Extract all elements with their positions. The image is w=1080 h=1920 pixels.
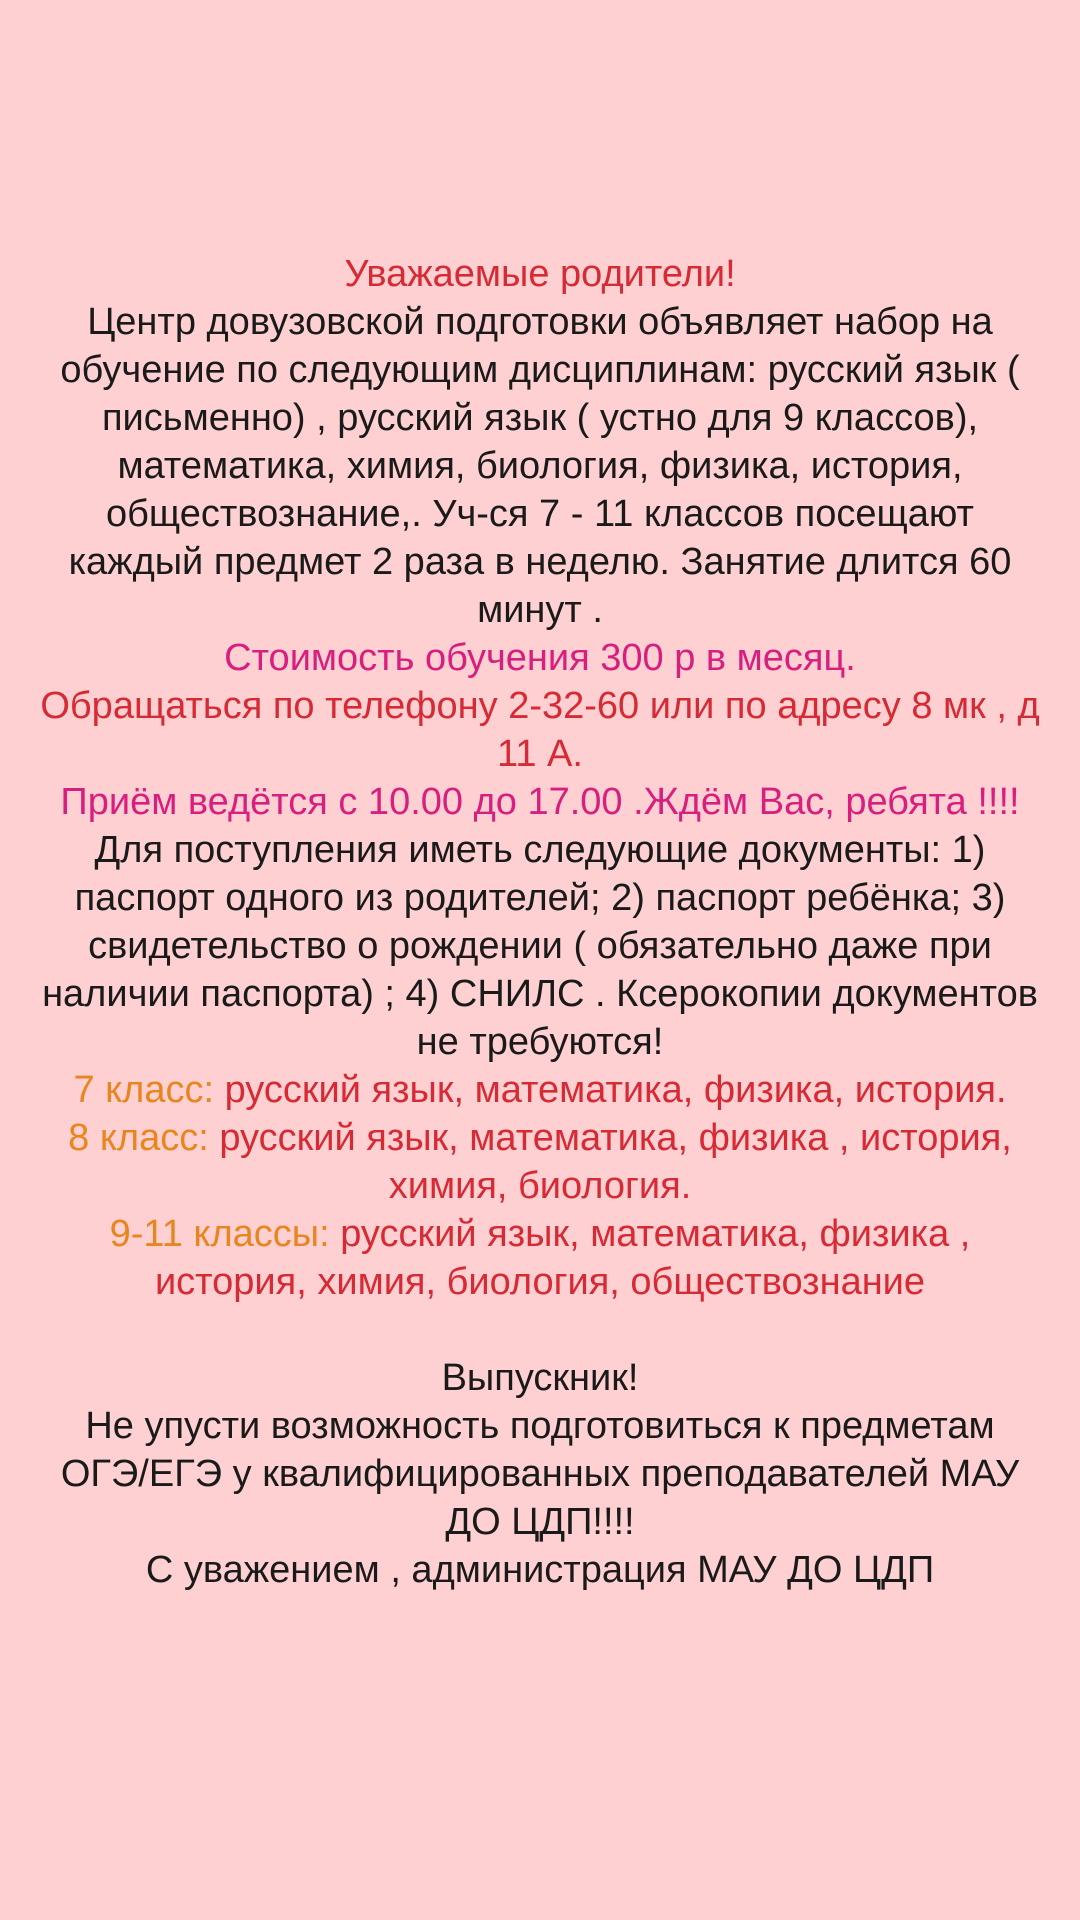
grade-7-label: 7 класс: — [73, 1069, 215, 1111]
contact-line: Обращаться по телефону 2-32-60 или по адресу 8 мк , д 11 А. — [40, 685, 1040, 775]
grade-8-subjects: русский язык, математика, физика , история, химия, биология. — [208, 1117, 1012, 1207]
documents-paragraph: Для поступления иметь следующие документы: 1) паспорт одного из родителей; 2) паспорт ребёнка; 3) свидетельство о рождении ( обязательно даже при наличии паспорта) ; 4) СНИЛС . Ксерокопии документов не требуются! — [42, 829, 1038, 1063]
grade-8-label: 8 класс: — [68, 1117, 209, 1159]
reception-line: Приём ведётся с 10.00 до 17.00 .Ждём Вас, ребята !!!! — [60, 781, 1020, 823]
spacer — [40, 1306, 1040, 1354]
grade-7-line — [40, 1066, 1040, 1114]
greeting: Уважаемые родители! — [344, 253, 736, 295]
signature: С уважением , администрация МАУ ДО ЦДП — [145, 1549, 935, 1591]
graduate-heading: Выпускник! — [441, 1357, 639, 1399]
graduate-text: Не упусти возможность подготовиться к предметам ОГЭ/ЕГЭ у квалифицированных преподавателей МАУ ДО ЦДП!!!! — [60, 1405, 1020, 1543]
intro-paragraph: Центр довузовской подготовки объявляет набор на обучение по следующим дисциплинам: русский язык ( письменно) , русский язык ( устно для 9 классов), математика, химия, биология, физика, история, обществознание,. Уч-ся 7 - 11 классов посещают каждый предмет 2 раза в неделю. Занятие длится 60 минут . — [60, 301, 1020, 631]
grade-9-11-line — [40, 1210, 1040, 1306]
grade-9-11-label: 9-11 классы: — [109, 1213, 330, 1255]
grade-8-line — [40, 1114, 1040, 1210]
grade-9-11-subjects: русский язык, математика, физика , история, химия, биология, обществознание — [154, 1213, 971, 1303]
grade-7-subjects: русский язык, математика, физика, история. — [214, 1069, 1007, 1111]
cost-line: Стоимость обучения 300 р в месяц. — [224, 637, 856, 679]
announcement-text — [40, 250, 1040, 1594]
